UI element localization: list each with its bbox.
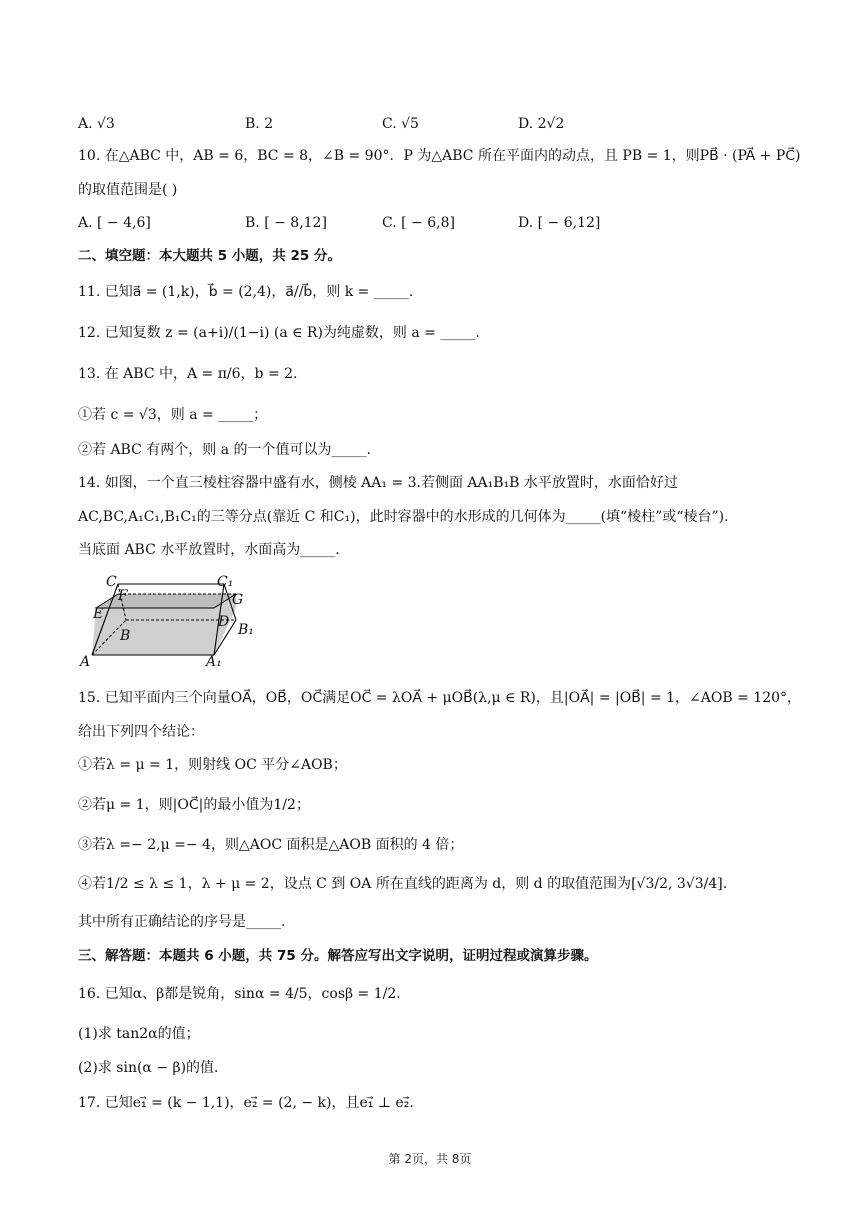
fig-label-f: F: [118, 588, 128, 604]
fig-label-c: C: [106, 574, 117, 590]
q9-option-a: A. √3: [78, 116, 115, 132]
q10-option-a: A. [ − 4,6]: [78, 215, 151, 231]
fig-label-b1: B₁: [238, 622, 254, 638]
q13-part1: ①若 c = √3，则 a = _____；: [78, 407, 268, 423]
q12: 12. 已知复数 z = (a+i)/(1−i) (a ∈ R)为纯虚数，则 a = _____.: [78, 325, 480, 341]
q15-conclusion-1: ①若λ = μ = 1，则射线 OC 平分∠AOB；: [78, 757, 347, 773]
q10-option-d: D. [ − 6,12]: [518, 215, 601, 231]
q14-line2: AC,BC,A₁C₁,B₁C₁的三等分点(靠近 C 和C₁)，此时容器中的水形成的几何体为_____(填“棱柱”或“棱台”).: [78, 509, 729, 525]
fig-label-d: D: [218, 614, 230, 630]
q9-option-b: B. 2: [245, 116, 274, 132]
q14-line1: 14. 如图，一个直三棱柱容器中盛有水，侧棱 AA₁ = 3.若侧面 AA₁B₁B 水平放置时，水面恰好过: [78, 475, 678, 491]
fig-label-c1: C₁: [217, 574, 234, 590]
q9-option-c: C. √5: [382, 116, 419, 132]
q15-line2: 给出下列四个结论：: [78, 724, 204, 740]
q15-conclusion-3: ③若λ =− 2,μ =− 4，则△AOC 面积是△AOB 面积的 4 倍；: [78, 837, 464, 853]
page-footer: 第 2页，共 8页: [388, 1152, 472, 1166]
q9-option-d: D. 2√2: [518, 116, 565, 132]
q10-stem-line2: 的取值范围是( ): [78, 182, 178, 198]
q13-stem: 13. 在 ABC 中，A = π/6，b = 2.: [78, 366, 298, 382]
section-3-title: 三、解答题：本题共 6 小题，共 75 分。解答应写出文字说明，证明过程或演算步骤。: [78, 948, 598, 964]
q15-end: 其中所有正确结论的序号是_____.: [78, 914, 286, 930]
q16-part2: (2)求 sin(α − β)的值.: [78, 1060, 219, 1076]
q10-option-c: C. [ − 6,8]: [382, 215, 455, 231]
q14-line3: 当底面 ABC 水平放置时，水面高为_____.: [78, 542, 340, 558]
q15-conclusion-4: ④若1/2 ≤ λ ≤ 1，λ + μ = 2，设点 C 到 OA 所在直线的距离为 d，则 d 的取值范围为[√3/2, 3√3/4].: [78, 876, 728, 892]
q13-part2: ②若 ABC 有两个，则 a 的一个值可以为_____.: [78, 442, 371, 458]
q15-conclusion-2: ②若μ = 1，则|OC⃗|的最小值为1/2；: [78, 797, 310, 813]
q16-stem: 16. 已知α、β都是锐角，sinα = 4/5，cosβ = 1/2.: [78, 986, 401, 1002]
q16-part1: (1)求 tan2α的值；: [78, 1026, 200, 1042]
fig-label-a1: A₁: [206, 654, 222, 670]
q10-option-b: B. [ − 8,12]: [245, 215, 327, 231]
section-2-title: 二、填空题：本大题共 5 小题，共 25 分。: [78, 248, 341, 264]
fig-label-b: B: [120, 628, 131, 644]
fig-label-g: G: [232, 592, 244, 608]
q17-stem: 17. 已知e₁⃗ = (k − 1,1)，e₂⃗ = (2, − k)，且e₁⃗ ⊥ e₂⃗.: [78, 1095, 414, 1111]
q10-stem-line1: 10. 在△ABC 中，AB = 6，BC = 8，∠B = 90°．P 为△ABC 所在平面内的动点，且 PB = 1，则PB⃗ · (PA⃗ + PC⃗): [78, 148, 801, 164]
q11: 11. 已知a⃗ = (1,k)，b⃗ = (2,4)，a⃗//b⃗，则 k = _____.: [78, 284, 414, 300]
fig-label-e: E: [93, 606, 104, 622]
fig-label-a: A: [80, 654, 91, 670]
q15-line1: 15. 已知平面内三个向量OA⃗，OB⃗，OC⃗满足OC⃗ = λOA⃗ + μOB⃗(λ,μ ∈ R)，且|OA⃗| = |OB⃗| = 1，∠AOB = 120°，: [78, 690, 802, 706]
